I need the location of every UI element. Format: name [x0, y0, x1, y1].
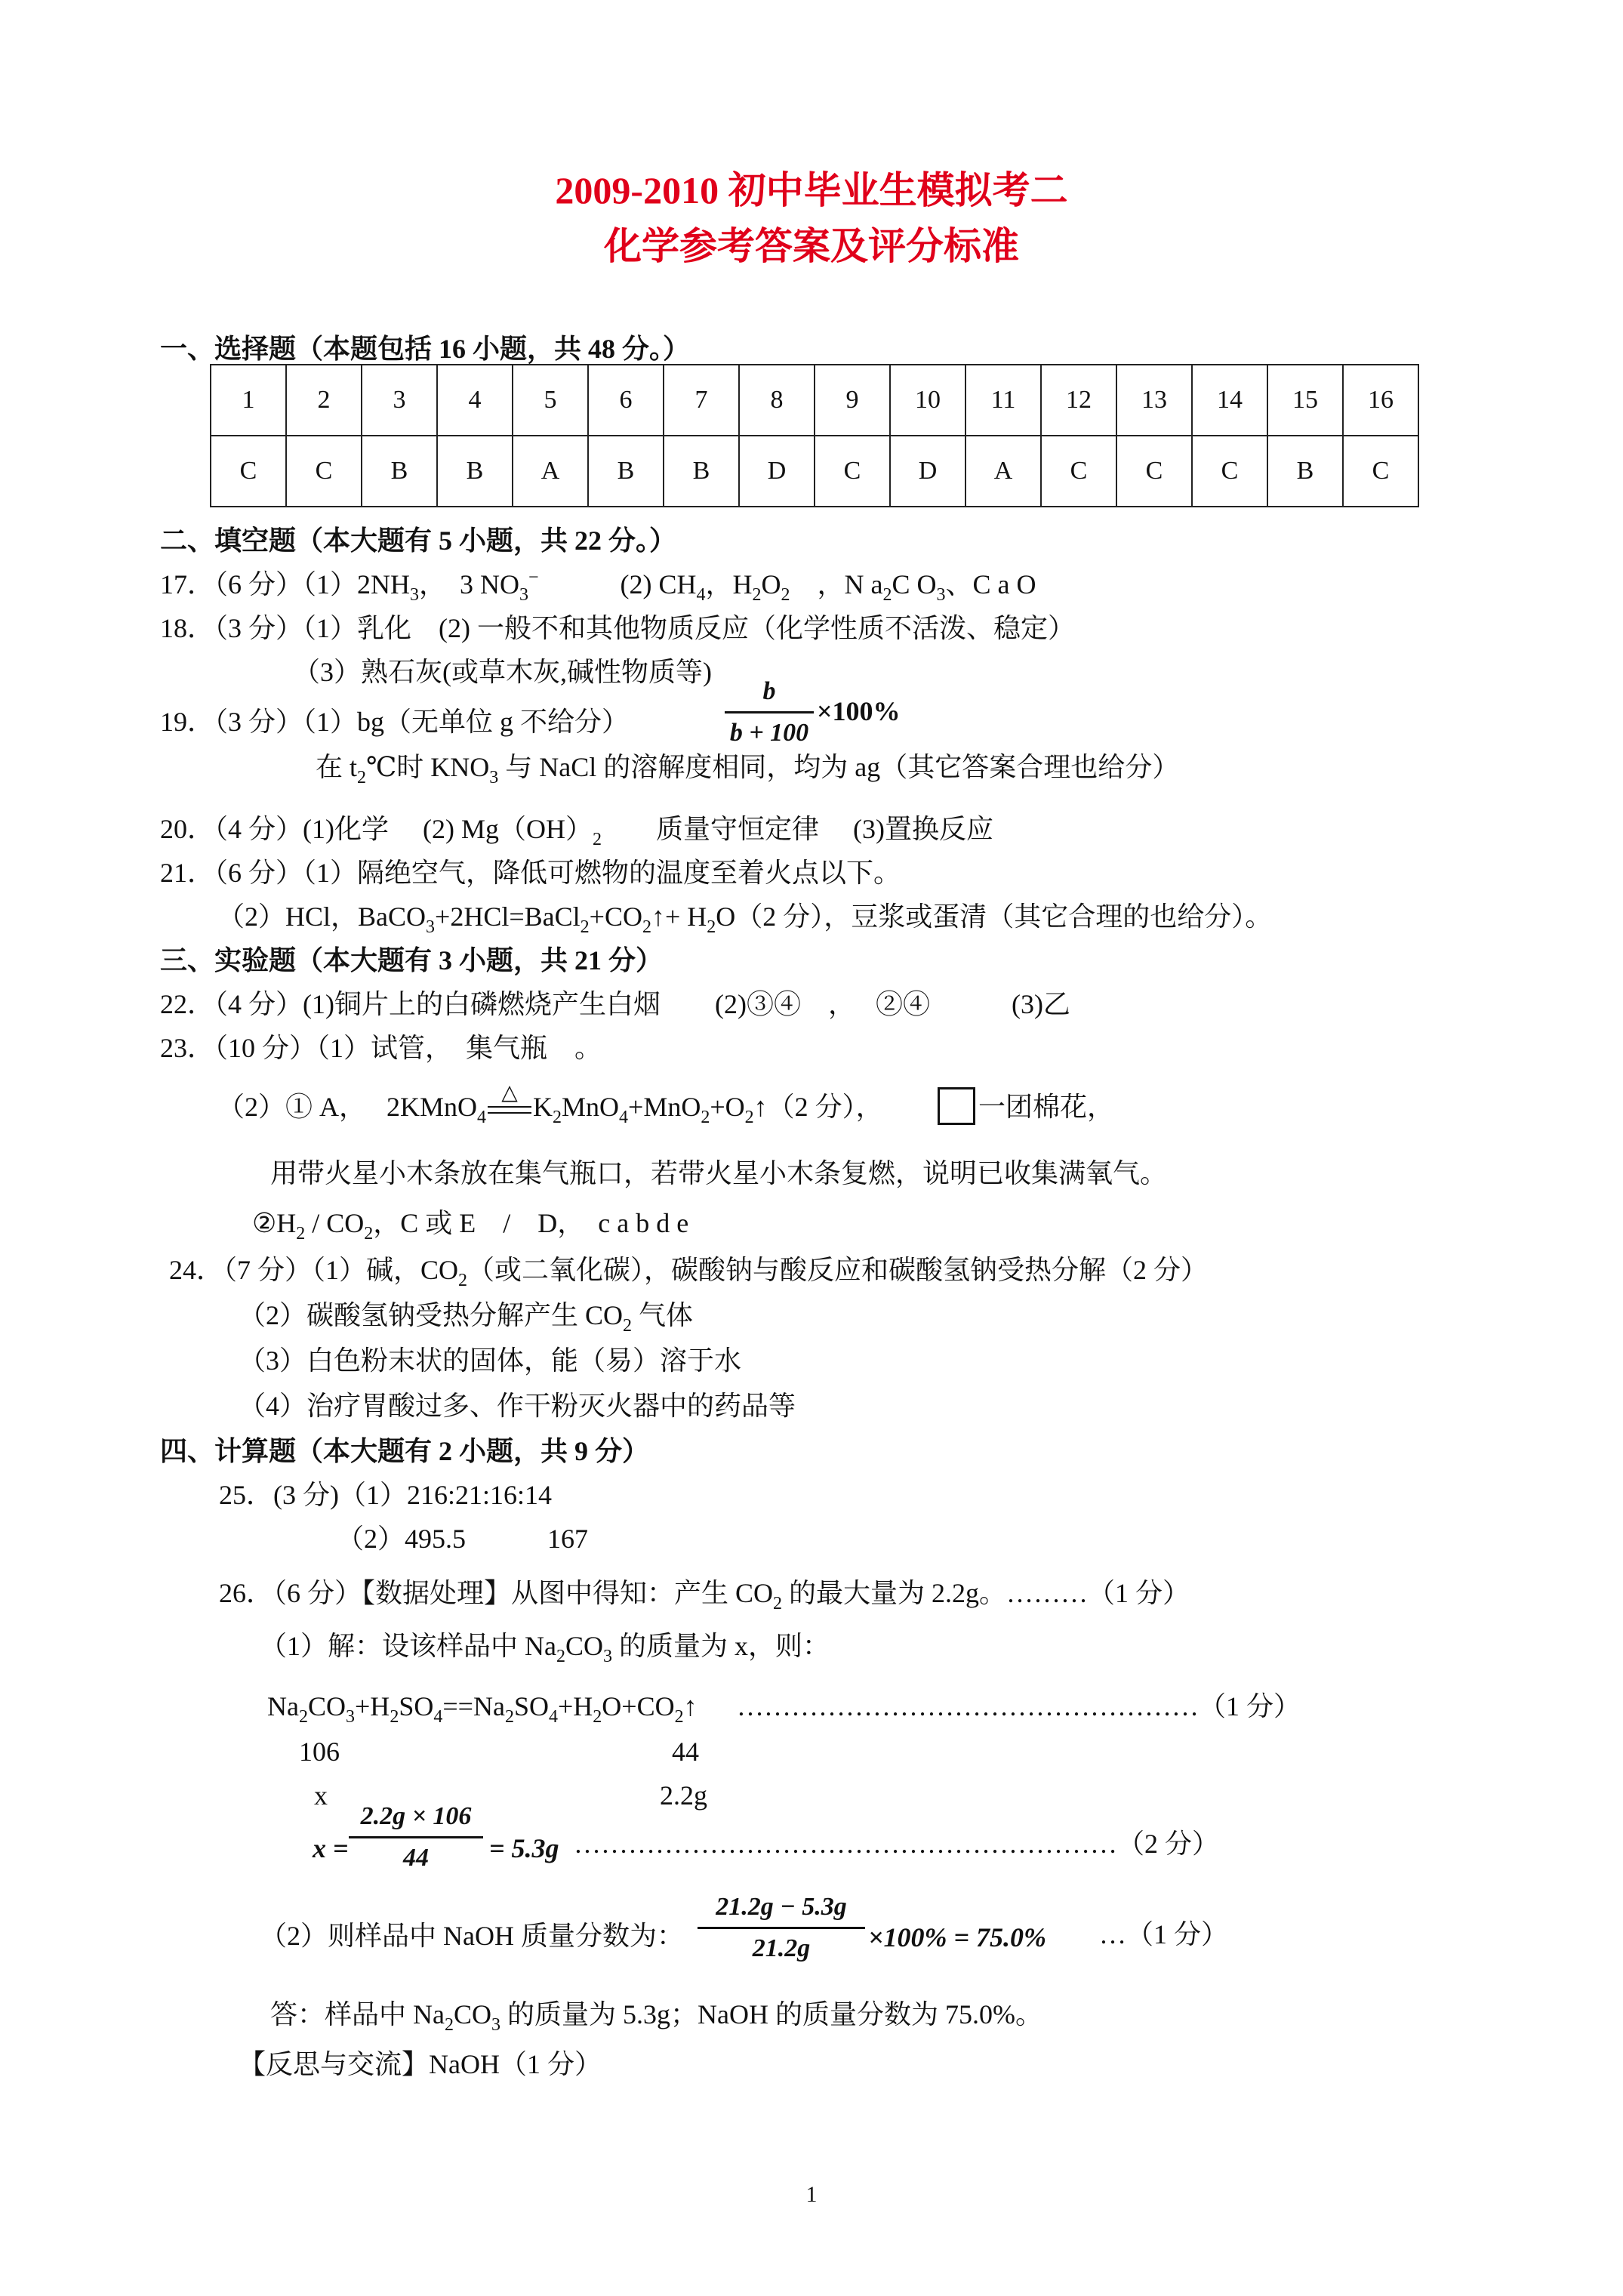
table-cell: 15 — [1267, 365, 1343, 436]
question-23-line4: $②H_2 / CO_2$，C 或 E / D， c a b d e — [252, 1208, 689, 1244]
q26-text: （1）解：设该样品中 Na — [260, 1631, 556, 1661]
answer-statement: 答：样品中 $Na_2CO_3$ 的质量为 5.3g；NaOH 的质量分数为 75.0%。 — [270, 1999, 1042, 2035]
q19-fraction-tail: ×100% — [817, 696, 901, 726]
table-cell: C — [1192, 436, 1267, 507]
molar-mass-1: 106 — [299, 1737, 340, 1767]
q26-text: 的质量为 x，则： — [612, 1631, 830, 1661]
page-title: 2009-2010 初中毕业生模拟考二 — [555, 169, 1068, 211]
question-23-line2-tail: 一团棉花， — [978, 1092, 1115, 1122]
q21-text: +2HCl=BaCl — [435, 901, 581, 932]
variable-x: x — [314, 1780, 328, 1811]
question-26-line1: 26．（6 分）【数据处理】从图中得知：产生 $CO_2$ 的最大量为 2.2g。………（1 分） — [219, 1578, 1190, 1613]
question-24-line3: （3）白色粉末状的固体，能（易）溶于水 — [239, 1345, 742, 1376]
q21-text: （2）HCl，BaCO — [217, 901, 427, 932]
eq-part: ↑ — [683, 1691, 698, 1721]
fraction-bar — [349, 1836, 483, 1838]
table-cell: 9 — [815, 365, 890, 436]
fraction-denominator: 21.2g — [752, 1934, 811, 1962]
question-21-line1: 21．（6 分）（1）隔绝空气，降低可燃物的温度至着火点以下。 — [160, 858, 901, 888]
question-23-line2: （2）① A， 2KMnO$_4$ △ $K_2MnO_4+MnO_2+O_2↑(2$ 分）， — [217, 1090, 883, 1123]
section-experiment-heading: 三、实验题（本大题有 3 小题，共 21 分） — [160, 945, 664, 975]
fraction-bar — [698, 1927, 865, 1929]
question-25-line2: （2）495.5 167 — [337, 1524, 589, 1554]
table-cell: C — [1343, 436, 1418, 507]
eq-part: +H — [355, 1691, 390, 1721]
question-24-line2: （2）碳酸氢钠受热分解产生 $CO_2$ 气体 — [239, 1300, 694, 1336]
calc-fraction — [349, 1801, 483, 1873]
fraction-denominator: 44 — [403, 1844, 429, 1872]
q17-text: O — [761, 569, 781, 599]
table-cell: C — [1041, 436, 1116, 507]
percent-rhs: ×100% = 75.0% — [868, 1922, 1047, 1952]
table-cell: 7 — [664, 365, 739, 436]
heat-arrow — [486, 1081, 533, 1123]
q24-text: 24．（7 分）（1）碱，CO — [169, 1255, 459, 1285]
table-cell: D — [890, 436, 965, 507]
table-cell: 8 — [739, 365, 815, 436]
q17-text: (2) CH — [538, 569, 697, 599]
fraction-bar — [725, 711, 814, 713]
question-21-line2: （2）HCl，$BaCO_3+2HCl=BaCl_2+CO_2↑+ H_2O(2$ 分），豆浆或蛋清（其它合理的也给分）。 — [217, 901, 1273, 937]
equation-dots: ……………………………………………（1 分） — [737, 1691, 1301, 1721]
q26-text: 26．（6 分）【数据处理】从图中得知：产生 CO — [219, 1578, 774, 1608]
answer-text: 的质量为 5.3g；NaOH 的质量分数为 75.0%。 — [500, 1999, 1042, 2029]
q23-text: ②H — [252, 1208, 297, 1238]
percent-fraction — [698, 1892, 865, 1964]
q21-text: ↑+ H — [651, 901, 707, 932]
fraction-denominator: b + 100 — [729, 719, 809, 747]
q17-text: ，H — [705, 569, 753, 599]
fraction-numerator: b — [762, 677, 776, 705]
question-17: 17．（6 分）$(1)2NH_3$， 3 $NO_3^-$ (2) $CH_4$，$H_2O_2$ ，N $a_2C$ $O_3$、C a O — [160, 568, 1036, 605]
calc-lhs: x = — [313, 1833, 349, 1863]
mass-value: 2.2g — [660, 1780, 707, 1811]
q21-text: +CO — [589, 901, 642, 932]
table-cell: B — [362, 436, 437, 507]
eq-part: +H — [557, 1691, 593, 1721]
calc-rhs: = 5.3g — [489, 1833, 559, 1863]
calc-dots: ……………………………………………………（2 分） — [574, 1829, 1219, 1859]
table-cell: 3 — [362, 365, 437, 436]
section-fill-heading: 二、填空题（本大题有 5 小题，共 22 分。） — [160, 525, 677, 556]
answer-text: CO — [453, 1999, 491, 2029]
question-23-line3: 用带火星小木条放在集气瓶口，若带火星小木条复燃，说明已收集满氧气。 — [270, 1158, 1168, 1188]
question-26-part2: （2）则样品中 NaOH 质量分数为： — [260, 1921, 684, 1951]
q23-text: +MnO — [628, 1092, 701, 1122]
table-cell: C — [211, 436, 286, 507]
table-cell: B — [664, 436, 739, 507]
table-row-answers — [211, 436, 1418, 507]
reflection-line: 【反思与交流】NaOH（1 分） — [239, 2049, 602, 2079]
q23-text: K — [533, 1092, 553, 1122]
q17-text: ，N a — [790, 569, 883, 599]
q19-text: ℃时 KNO — [366, 752, 490, 782]
table-cell: 5 — [513, 365, 588, 436]
q19-text: 与 NaCl 的溶解度相同，均为 ag（其它答案合理也给分） — [498, 752, 1180, 782]
percent-score: …（1 分） — [1099, 1919, 1229, 1949]
answer-table — [210, 364, 1419, 507]
q24-text: （或二氧化碳），碳酸钠与酸反应和碳酸氢钠受热分解（2 分） — [467, 1255, 1209, 1285]
q17-text: C O — [892, 569, 937, 599]
eq-part: SO — [399, 1691, 434, 1721]
table-cell: 1 — [211, 365, 286, 436]
molar-mass-2: 44 — [672, 1737, 699, 1767]
q26-text: 的最大量为 2.2g。………（1 分） — [782, 1578, 1190, 1608]
q19-fraction — [725, 676, 814, 748]
q24-text: （2）碳酸氢钠受热分解产生 CO — [239, 1300, 624, 1330]
q17-text: ， 3 NO — [419, 569, 519, 599]
question-23-line1: 23．（10 分）（1）试管， 集气瓶 。 — [160, 1033, 602, 1063]
table-cell: 14 — [1192, 365, 1267, 436]
page-subtitle: 化学参考答案及评分标准 — [604, 225, 1019, 267]
fraction-numerator: 2.2g × 106 — [360, 1802, 472, 1830]
eq-part: Na — [267, 1691, 299, 1721]
eq-part: SO — [513, 1691, 549, 1721]
answer-text: 答：样品中 Na — [270, 1999, 445, 2029]
section-choice-heading: 一、选择题（本题包括 16 小题，共 48 分。） — [160, 334, 691, 364]
question-20: 20．（4 分）(1)化学 (2) $Mg(OH)_2$ 质量守恒定律 (3)置换反应 — [160, 814, 993, 849]
table-cell: D — [739, 436, 815, 507]
question-26-line2: （1）解：设该样品中 $Na_2CO_3$ 的质量为 x，则： — [260, 1631, 830, 1666]
table-cell: B — [437, 436, 513, 507]
q20-text: 质量守恒定律 (3)置换反应 — [601, 814, 993, 844]
q19-text: 在 t — [316, 752, 358, 782]
table-cell: 4 — [437, 365, 513, 436]
table-cell: B — [588, 436, 664, 507]
table-cell: 13 — [1116, 365, 1192, 436]
question-25-line1: 25．(3 分)（1）216:21:16:14 — [219, 1480, 552, 1510]
question-18-line2: （3）熟石灰(或草木灰,碱性物质等) — [293, 657, 712, 687]
table-cell: 12 — [1041, 365, 1116, 436]
q17-text: 17．（6 分）（1）2NH — [160, 569, 410, 599]
eq-part: O+CO — [602, 1691, 675, 1721]
table-cell: A — [513, 436, 588, 507]
q21-text: O（2 分），豆浆或蛋清（其它合理的也给分）。 — [716, 901, 1273, 932]
q23-text: / CO — [305, 1208, 365, 1238]
q20-text: 20．（4 分）(1)化学 (2) Mg（OH） — [160, 814, 593, 844]
blank-box — [938, 1087, 975, 1125]
q24-text: 气体 — [632, 1300, 694, 1330]
q17-text: 、C a O — [945, 569, 1036, 599]
q26-text: CO — [565, 1631, 603, 1661]
q23-text: +O — [710, 1092, 745, 1122]
table-cell: C — [815, 436, 890, 507]
question-19-line1: 19．（3 分）（1）bg（无单位 g 不给分） — [160, 707, 630, 737]
question-24-line1: 24．（7 分）（1）碱，$CO_2$（或二氧化碳），碳酸钠与酸反应和碳酸氢钠受热分解（2 分） — [169, 1255, 1209, 1290]
question-22: 22．（4 分）(1)铜片上的白磷燃烧产生白烟 (2)③④ ， ②④ (3)乙 — [160, 989, 1070, 1019]
table-cell: C — [286, 436, 362, 507]
question-19-line2: 在 $t_2℃$时 $KNO_3$ 与 NaCl 的溶解度相同，均为 ag（其它答案合理也给分） — [316, 752, 1180, 787]
chemical-equation: $Na_2CO_3+H_2SO_4==Na_2SO_4+H_2O+CO_2↑$ — [267, 1691, 698, 1727]
q23-text: ↑（2 分）， — [753, 1092, 883, 1122]
page-number: 1 — [805, 2182, 818, 2207]
delta-icon: △ — [501, 1081, 518, 1105]
q23-text: （2）① A， 2KMnO — [217, 1092, 478, 1122]
table-cell: 6 — [588, 365, 664, 436]
eq-part: CO — [307, 1691, 346, 1721]
question-18-line1: 18．（3 分）（1）乳化 (2) 一般不和其他物质反应（化学性质不活泼、稳定） — [160, 613, 1075, 643]
table-cell: 2 — [286, 365, 362, 436]
section-calc-heading: 四、计算题（本大题有 2 小题，共 9 分） — [160, 1436, 650, 1466]
fraction-numerator: 21.2g − 5.3g — [716, 1893, 847, 1921]
table-cell: B — [1267, 436, 1343, 507]
table-cell: 16 — [1343, 365, 1418, 436]
table-cell: 10 — [890, 365, 965, 436]
table-cell: C — [1116, 436, 1192, 507]
q23-text: ，C 或 E / D， c a b d e — [373, 1208, 689, 1238]
eq-part: ==Na — [442, 1691, 505, 1721]
question-24-line4: （4）治疗胃酸过多、作干粉灭火器中的药品等 — [239, 1391, 796, 1421]
q23-text: MnO — [562, 1092, 620, 1122]
table-cell: A — [965, 436, 1041, 507]
table-cell: 11 — [965, 365, 1041, 436]
table-row-numbers — [211, 365, 1418, 436]
